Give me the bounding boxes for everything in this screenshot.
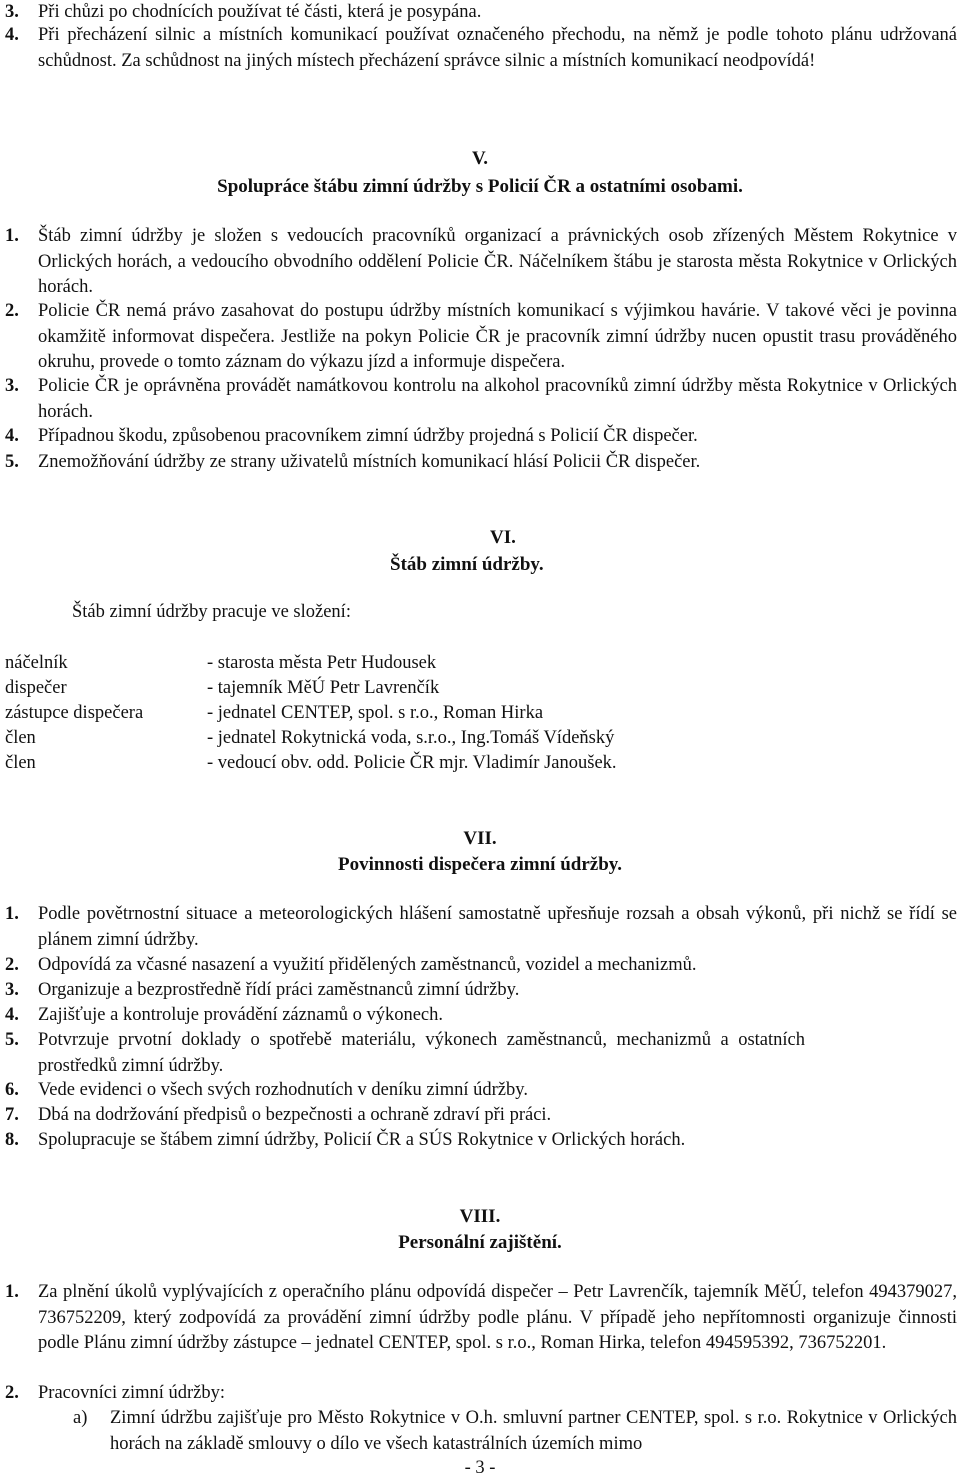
list-item xyxy=(5,450,957,476)
section-title: Štáb zimní údržby. xyxy=(390,554,544,575)
list-item xyxy=(5,1280,957,1357)
item-number: 2. xyxy=(5,301,19,321)
item-text: Štáb zimní údržby je složen s vedoucích pracovníků organizací a právnických osob zřízených Městem Rokytnice v Orlických horách, a vedoucího obvodního oddělení Policie ČR. Náčelníkem štábu je starosta města Rokytnice v Orlických horách. xyxy=(38,226,957,297)
staff-name: - jednatel CENTEP, spol. s r.o., Roman Hirka xyxy=(207,703,544,723)
list-item xyxy=(5,1128,957,1154)
item-text: Organizuje a bezprostředně řídí práci zaměstnanců zimní údržby. xyxy=(38,980,520,1000)
item-text: Pracovníci zimní údržby: xyxy=(38,1383,226,1403)
list-item xyxy=(5,1103,957,1129)
staff-role: náčelník xyxy=(5,653,68,673)
section-number: VII. xyxy=(463,828,497,849)
section-title: Personální zajištění. xyxy=(398,1232,562,1253)
list-item xyxy=(5,1028,805,1079)
item-number: 5. xyxy=(5,452,19,472)
item-number: 1. xyxy=(5,226,19,246)
item-text: Při chůzi po chodnících používat té části, která je posypána. xyxy=(38,2,482,22)
list-item xyxy=(5,902,957,953)
section-number: VIII. xyxy=(459,1206,501,1227)
list-item xyxy=(5,978,957,1004)
staff-name: - vedoucí obv. odd. Policie ČR mjr. Vladimír Janoušek. xyxy=(207,753,617,773)
item-number: 6. xyxy=(5,1080,19,1100)
item-text: Potvrzuje prvotní doklady o spotřebě materiálu, výkonech zaměstnanců, mechanizmů a ostatních prostředků zimní údržby. xyxy=(38,1030,805,1076)
staff-role: dispečer xyxy=(5,678,67,698)
item-text: Při přecházení silnic a místních komunikací používat označeného přechodu, na němž je podle tohoto plánu udržovaná schůdnost. Za schůdnost na jiných místech přecházení správce silnic a místních komunikací neodpovídá! xyxy=(38,25,957,71)
item-number: 5. xyxy=(5,1030,19,1050)
list-item xyxy=(5,1078,957,1104)
staff-role: člen xyxy=(5,753,36,773)
item-number: 2. xyxy=(5,1383,19,1403)
item-number: 4. xyxy=(5,426,19,446)
staff-role: člen xyxy=(5,728,36,748)
list-item xyxy=(5,374,957,425)
item-text: Podle povětrnostní situace a meteorologických hlášení samostatně upřesňuje rozsah a obsah výkonů, při nichž se řídí se plánem zimní údržby. xyxy=(38,904,957,950)
section-number: VI. xyxy=(490,527,516,548)
list-item xyxy=(5,953,957,979)
list-item xyxy=(5,0,957,26)
item-number: 3. xyxy=(5,376,19,396)
sub-list-item xyxy=(38,1406,957,1457)
item-text: Odpovídá za včasné nasazení a využití přidělených zaměstnanců, vozidel a mechanizmů. xyxy=(38,955,697,975)
item-number: 4. xyxy=(5,25,19,45)
page-number: - 3 - xyxy=(464,1458,496,1478)
sub-item-label: a) xyxy=(73,1408,88,1428)
item-text: Dbá na dodržování předpisů o bezpečnosti a ochraně zdraví při práci. xyxy=(38,1105,552,1125)
item-number: 4. xyxy=(5,1005,19,1025)
item-number: 1. xyxy=(5,904,19,924)
item-text: Vede evidenci o všech svých rozhodnutích v deníku zimní údržby. xyxy=(38,1080,528,1100)
staff-intro: Štáb zimní údržby pracuje ve složení: xyxy=(72,602,351,622)
item-text: Za plnění úkolů vyplývajících z operačního plánu odpovídá dispečer – Petr Lavrenčík, tajemník MěÚ, telefon 494379027, 736752209, který zodpovídá za provádění zimní údržby podle plánu. V případě jeho nepřítomnosti organizuje činnosti podle Plánu zimní údržby zástupce – jednatel CENTEP, spol. s r.o., Roman Hirka, telefon 494595392, 736752201. xyxy=(38,1282,957,1353)
section-title: Spolupráce štábu zimní údržby s Policií ČR a ostatními osobami. xyxy=(217,176,743,197)
staff-name: - starosta města Petr Hudousek xyxy=(207,653,437,673)
item-number: 3. xyxy=(5,2,19,22)
item-number: 1. xyxy=(5,1282,19,1302)
staff-name: - jednatel Rokytnická voda, s.r.o., Ing.Tomáš Vídeňský xyxy=(207,728,615,748)
sub-item-text: Zimní údržbu zajišťuje pro Město Rokytnice v O.h. smluvní partner CENTEP, spol. s r.o. Rokytnice v Orlických horách na základě smlouvy o dílo ve všech katastrálních územích mimo xyxy=(110,1408,957,1454)
item-text: Policie ČR je oprávněna provádět namátkovou kontrolu na alkohol pracovníků zimní údržby města Rokytnice v Orlických horách. xyxy=(38,376,957,422)
section-title: Povinnosti dispečera zimní údržby. xyxy=(338,854,622,875)
list-item xyxy=(5,299,957,376)
list-item xyxy=(5,1381,957,1407)
item-number: 8. xyxy=(5,1130,19,1150)
list-item xyxy=(5,23,957,74)
staff-role: zástupce dispečera xyxy=(5,703,144,723)
list-item xyxy=(5,1003,957,1029)
item-number: 3. xyxy=(5,980,19,1000)
list-item xyxy=(5,424,957,450)
item-number: 7. xyxy=(5,1105,19,1125)
list-item xyxy=(5,224,957,301)
item-text: Spolupracuje se štábem zimní údržby, Policií ČR a SÚS Rokytnice v Orlických horách. xyxy=(38,1130,686,1150)
item-text: Zajišťuje a kontroluje provádění záznamů o výkonech. xyxy=(38,1005,444,1025)
item-number: 2. xyxy=(5,955,19,975)
item-text: Policie ČR nemá právo zasahovat do postupu údržby místních komunikací s výjimkou havárie. V takové věci je povinna okamžitě informovat dispečera. Jestliže na pokyn Policie ČR je pracovník zimní údržby nucen opustit trasu prováděného okruhu, provede o tomto záznam do výkazu jízd a informuje dispečera. xyxy=(38,301,957,372)
section-number: V. xyxy=(471,148,489,169)
item-text: Znemožňování údržby ze strany uživatelů místních komunikací hlásí Policii ČR dispečer. xyxy=(38,452,701,472)
item-text: Případnou škodu, způsobenou pracovníkem zimní údržby projedná s Policií ČR dispečer. xyxy=(38,426,698,446)
staff-name: - tajemník MěÚ Petr Lavrenčík xyxy=(207,678,440,698)
